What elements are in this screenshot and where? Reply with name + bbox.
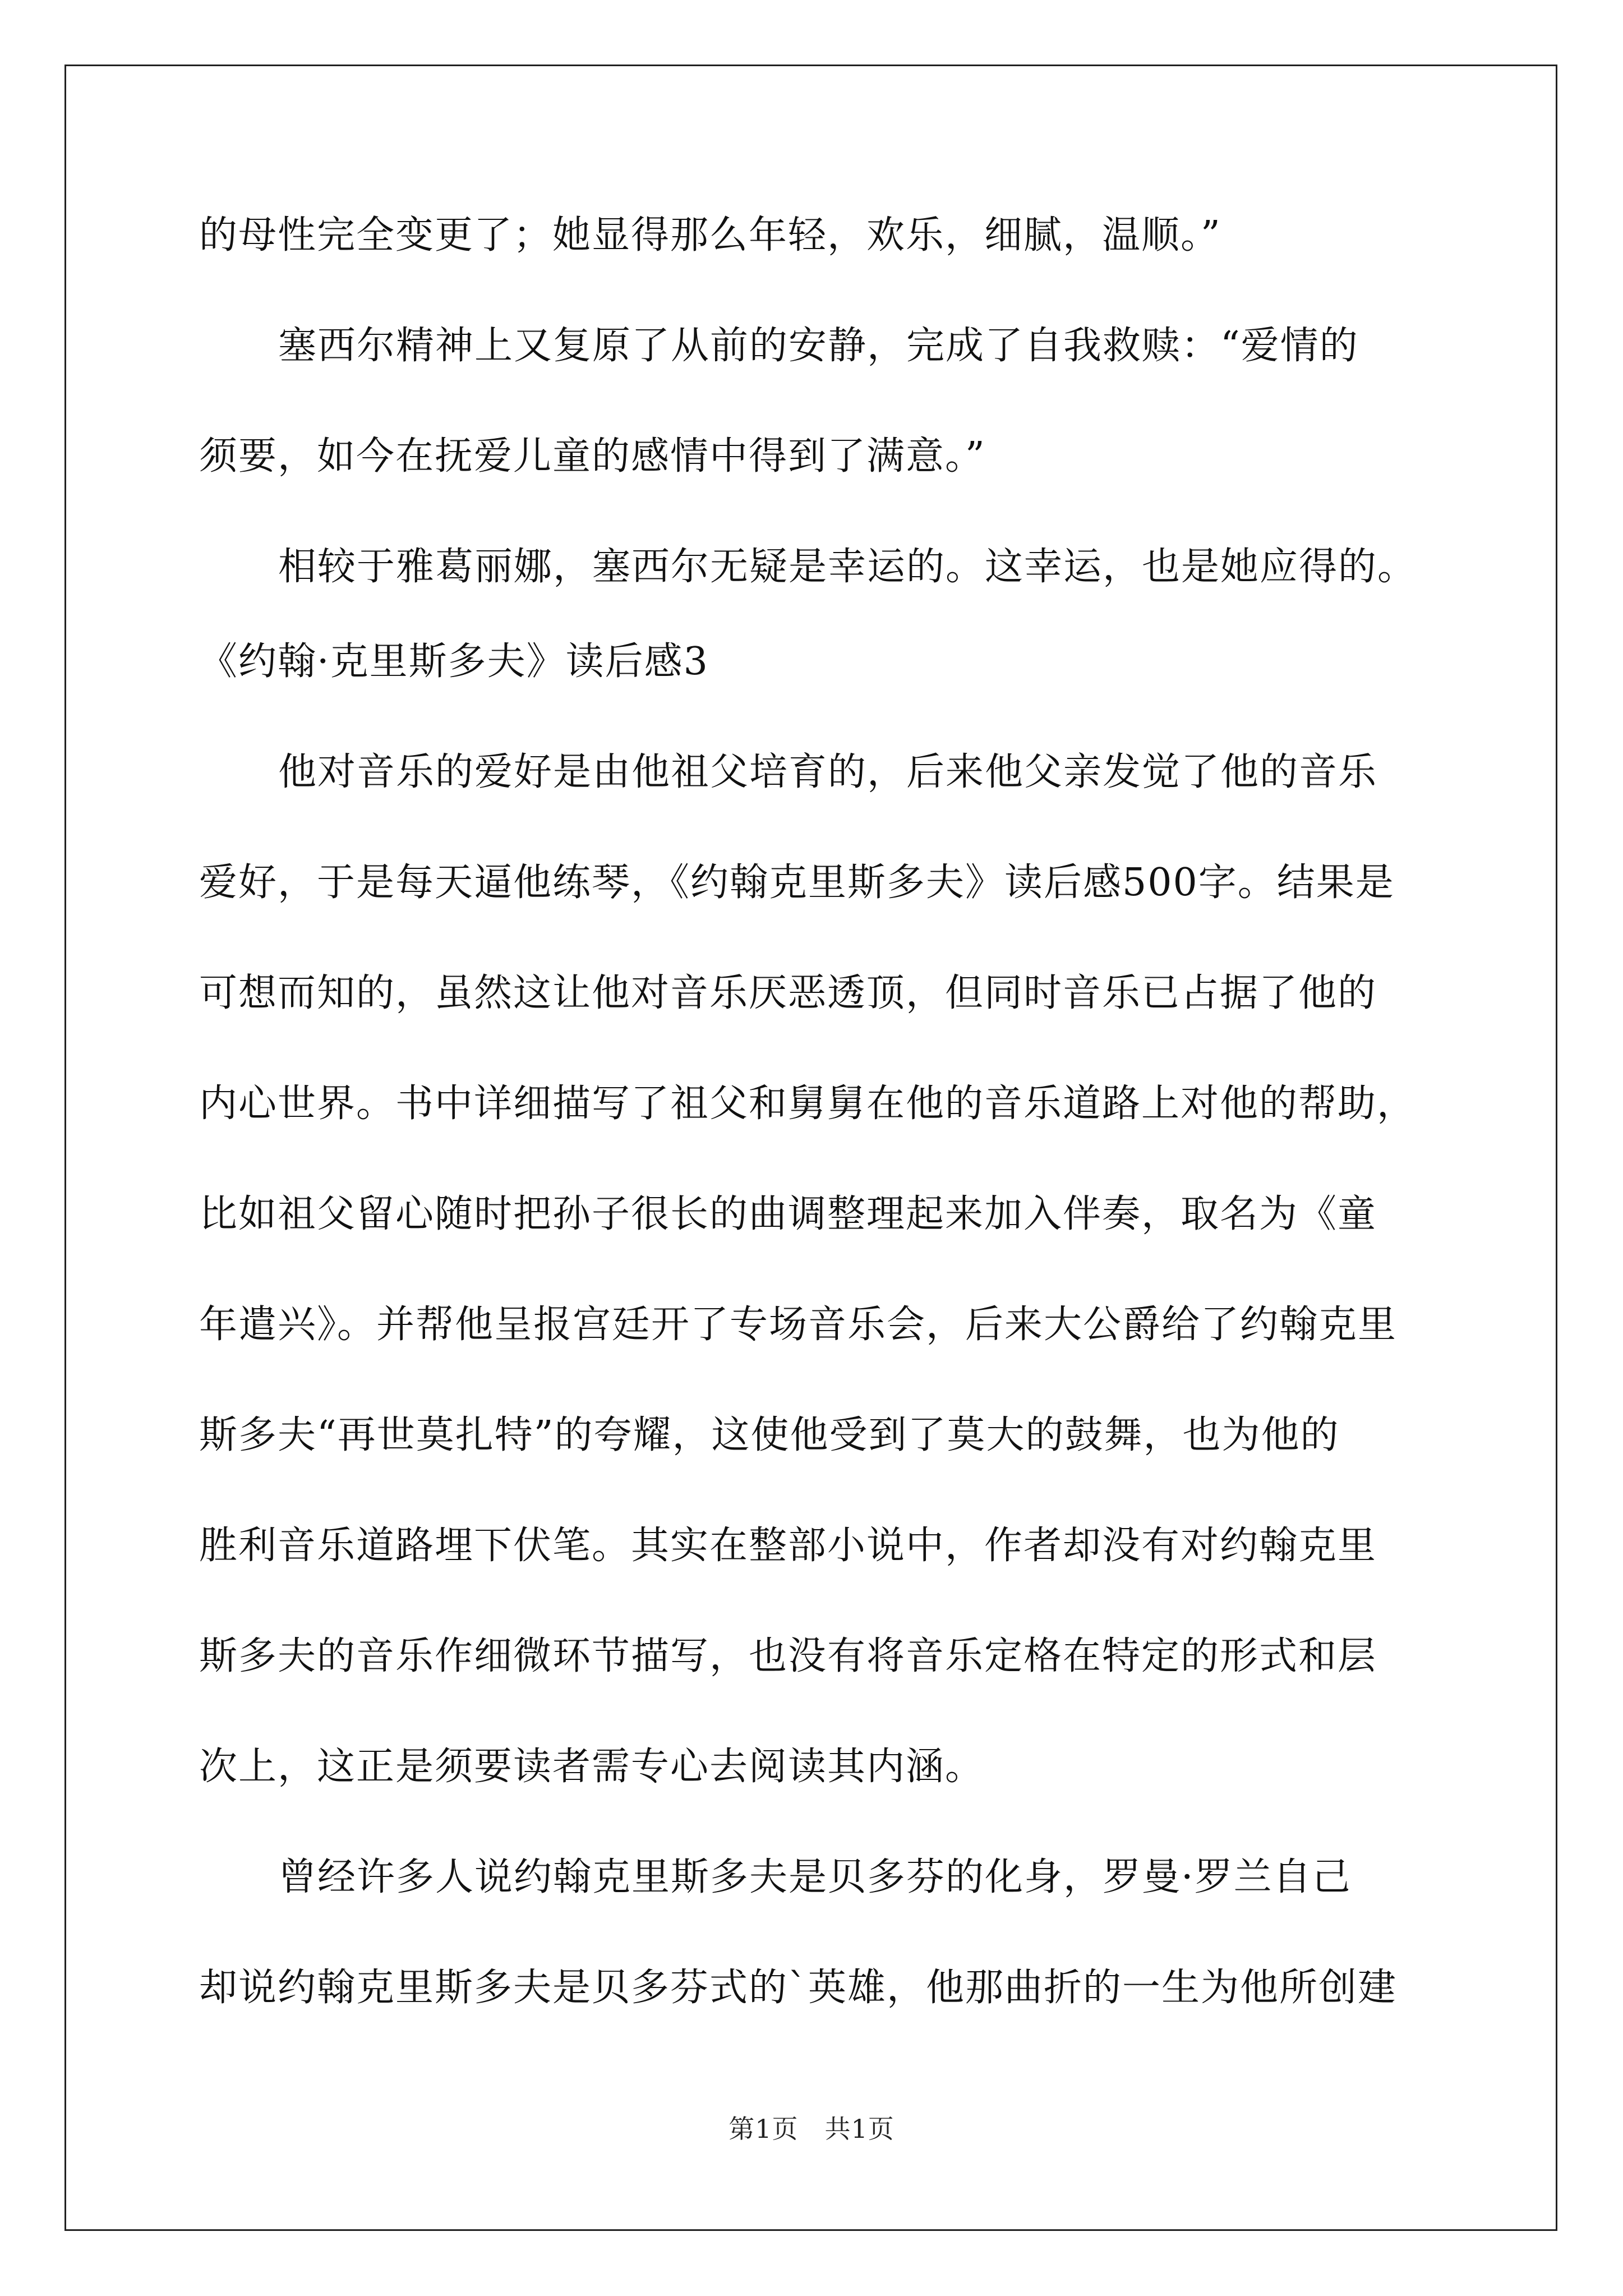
text-line: 曾经许多人说约翰克里斯多夫是贝多芬的化身，罗曼·罗兰自己 — [278, 1855, 1352, 1899]
text-line: 却说约翰克里斯多夫是贝多芬式的`英雄，他那曲折的一生为他所创建 — [199, 1966, 1398, 2010]
text-line: 斯多夫“再世莫扎特”的夸耀，这使他受到了莫大的鼓舞，也为他的 — [199, 1413, 1340, 1457]
text-line: 相较于雅葛丽娜，塞西尔无疑是幸运的。这幸运，也是她应得的。 — [278, 545, 1417, 589]
section-heading: 《约翰·克里斯多夫》读后感3 — [199, 639, 709, 684]
page-footer: 第1页 共1页 — [728, 2114, 895, 2144]
text-line: 可想而知的，虽然这让他对音乐厌恶透顶，但同时音乐已占据了他的 — [199, 971, 1377, 1015]
text-line: 的母性完全变更了；她显得那么年轻，欢乐，细腻，温顺。” — [199, 213, 1221, 257]
text-line: 他对音乐的爱好是由他祖父培育的，后来他父亲发觉了他的音乐 — [278, 750, 1378, 794]
text-line: 塞西尔精神上又复原了从前的安静，完成了自我救赎：“爱情的 — [278, 324, 1359, 368]
text-line: 次上，这正是须要读者需专心去阅读其内涵。 — [199, 1745, 985, 1789]
text-line: 年遣兴》。并帮他呈报宫廷开了专场音乐会，后来大公爵给了约翰克里 — [199, 1303, 1398, 1347]
text-line: 斯多夫的音乐作细微环节描写，也没有将音乐定格在特定的形式和层 — [199, 1634, 1377, 1678]
text-line: 须要，如今在抚爱儿童的感情中得到了满意。” — [199, 434, 986, 478]
text-line: 胜利音乐道路埋下伏笔。其实在整部小说中，作者却没有对约翰克里 — [199, 1524, 1377, 1568]
page-border — [64, 65, 1557, 2231]
text-line: 爱好，于是每天逼他练琴，《约翰克里斯多夫》读后感500字。结果是 — [199, 861, 1395, 905]
text-line: 内心世界。书中详细描写了祖父和舅舅在他的音乐道路上对他的帮助， — [199, 1082, 1417, 1126]
text-line: 比如祖父留心随时把孙子很长的曲调整理起来加入伴奏，取名为《童 — [199, 1192, 1377, 1236]
